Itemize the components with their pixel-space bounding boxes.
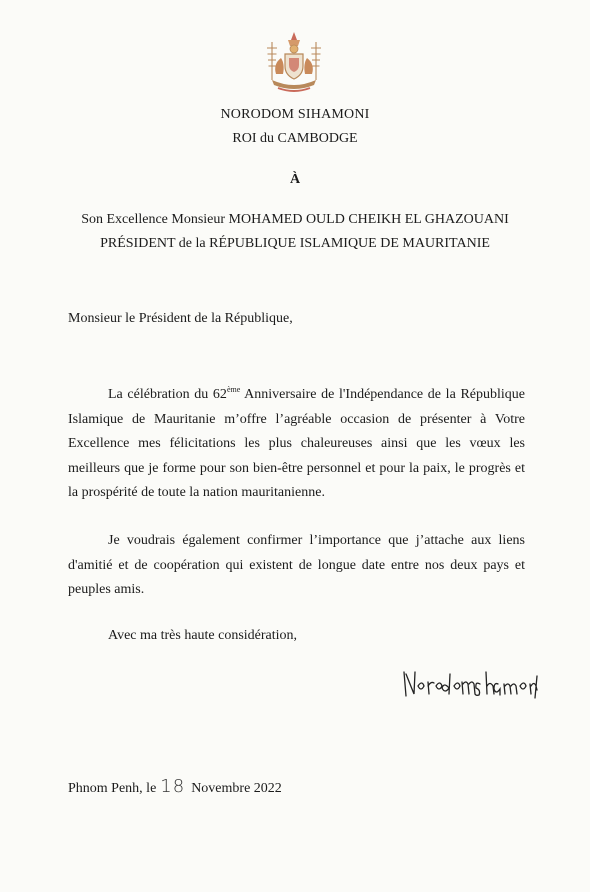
body-paragraph-1	[68, 383, 525, 506]
recipient-line-2: PRÉSIDENT de la RÉPUBLIQUE ISLAMIQUE DE MAURITANIE	[100, 236, 490, 251]
royal-coat-of-arms-icon	[258, 28, 330, 100]
body-paragraph-2: Je voudrais également confirmer l’importance que j’attache aux liens d'amitié et de coopération qui existent de longue date entre nos deux pays et peuples amis.	[68, 533, 525, 598]
paragraph-1-rest: Anniversaire de l'Indépendance de la République Islamique de Mauritanie m’offre l’agréable occasion de présenter à Votre Excellence mes félicitations les plus chaleureuses ainsi que les vœux les meilleurs que je forme pour son bien-être personnel et pour la paix, le progrès et la prospérité de toute la nation mauritanienne.	[68, 387, 525, 501]
sender-name: NORODOM SIHAMONI	[220, 107, 370, 122]
recipient-line-1: Son Excellence Monsieur MOHAMED OULD CHEIKH EL GHAZOUANI	[81, 212, 509, 227]
place-and-date	[68, 776, 282, 797]
salutation: Monsieur le Président de la République,	[68, 311, 293, 326]
ordinal-superscript: ème	[226, 385, 241, 394]
closing-formula: Avec ma très haute considération,	[108, 628, 298, 643]
month-year: Novembre 2022	[191, 781, 282, 796]
addressee-marker: À	[289, 172, 301, 187]
place-prefix: Phnom Penh, le	[68, 781, 157, 796]
handwritten-signature	[400, 668, 540, 700]
paragraph-1-start: La célébration du 62	[108, 387, 227, 402]
sender-title: ROI du CAMBODGE	[232, 131, 358, 146]
handwritten-day: 18	[160, 776, 186, 797]
